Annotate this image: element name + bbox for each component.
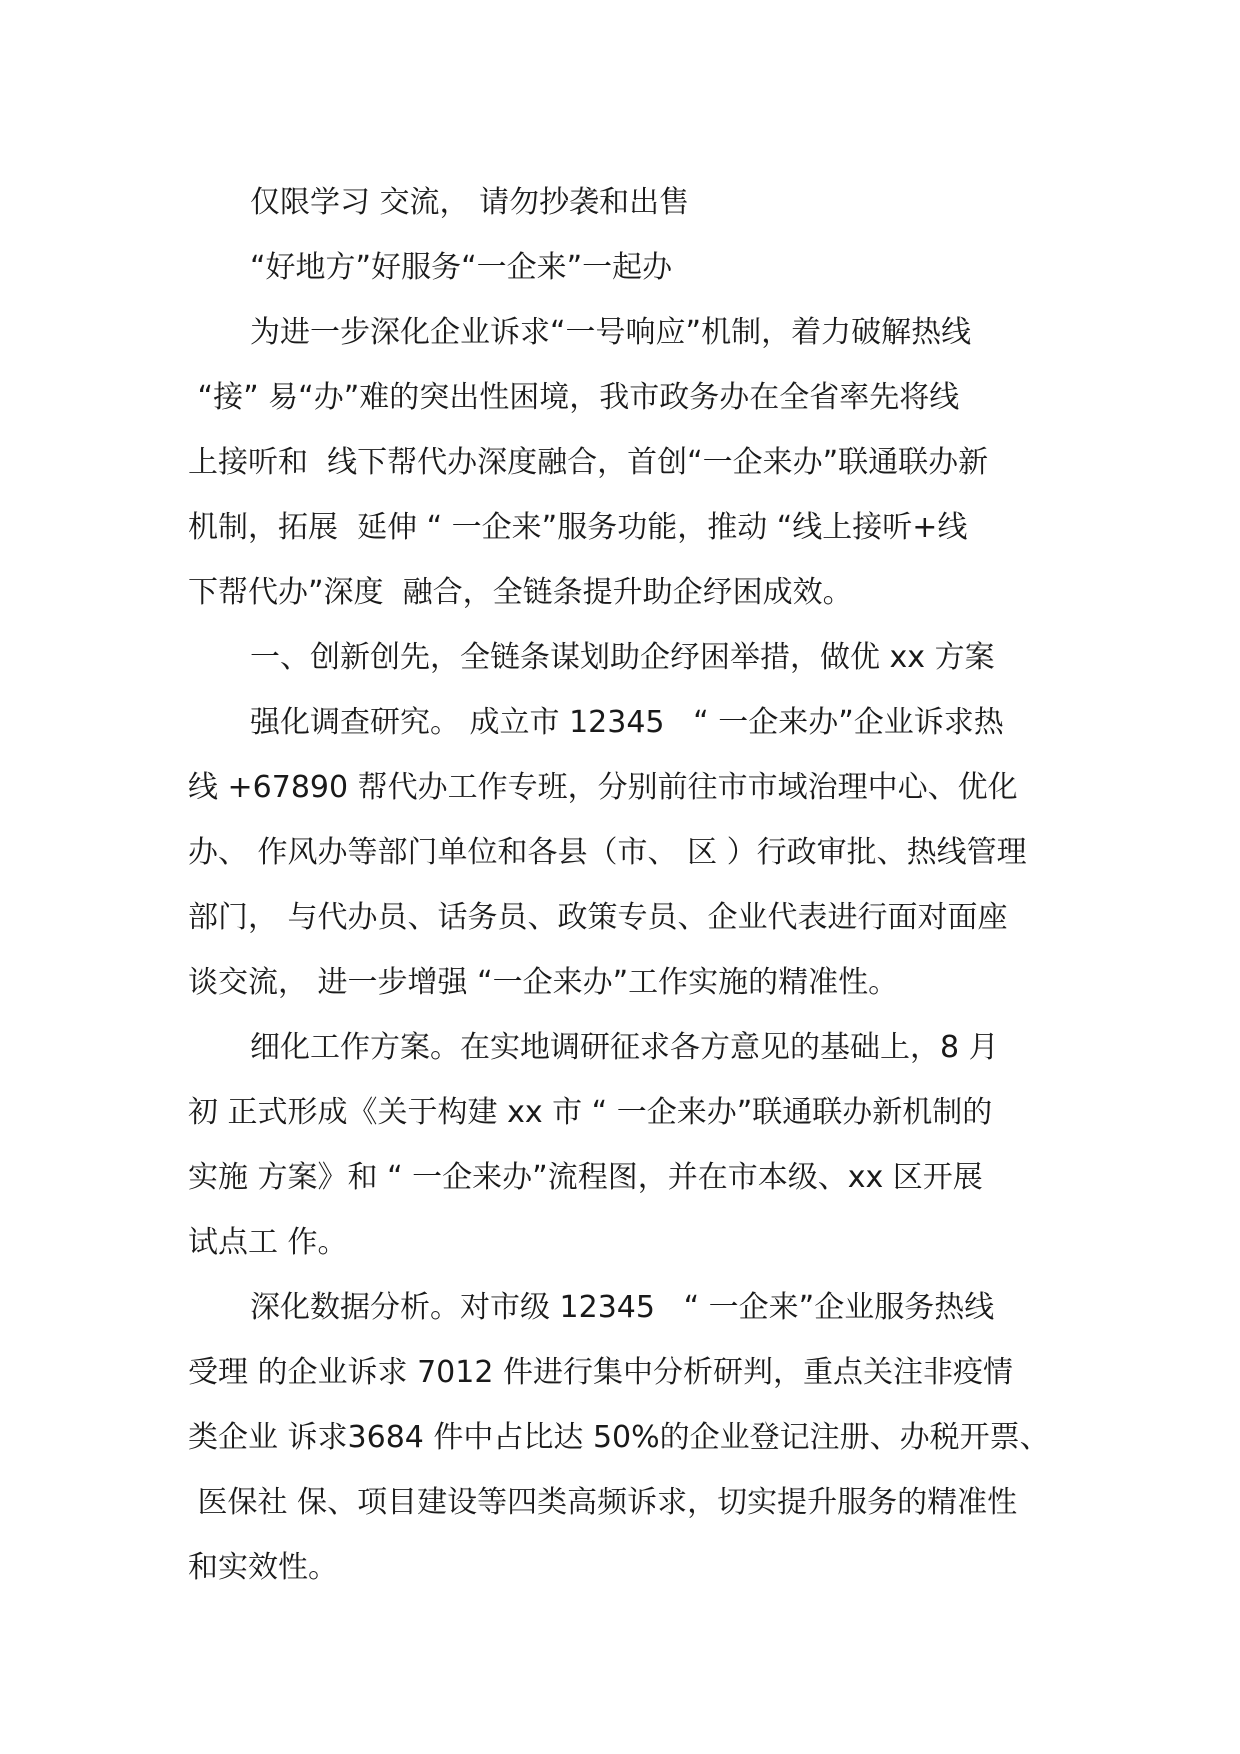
section-heading bbox=[188, 625, 1068, 690]
header-note: 仅限学习 交流， 请勿抄袭和出售 bbox=[250, 185, 690, 220]
paragraph-line: 机制，拓展 延伸 “ 一企来”服务功能，推动 “线上接听+线 bbox=[188, 510, 968, 545]
paragraph-line: 实施 方案》和 “ 一企来办”流程图，并在市本级、xx 区开展 bbox=[188, 1160, 983, 1195]
paragraph-line: 为进一步深化企业诉求“一号响应”机制，着力破解热线 bbox=[250, 315, 972, 350]
paragraph-line: 深化数据分析。对市级 12345 “ 一企来”企业服务热线 bbox=[250, 1290, 995, 1325]
paragraph-line: 和实效性。 bbox=[188, 1550, 338, 1585]
section-heading-line: 一、创新创先，全链条谋划助企纾困举措，做优 xx 方案 bbox=[250, 640, 995, 675]
paragraph-line: 线 +67890 帮代办工作专班，分别前往市市域治理中心、优化 bbox=[188, 770, 1018, 805]
paragraph-analysis bbox=[188, 1275, 1068, 1600]
paragraph-line: 受理 的企业诉求 7012 件进行集中分析研判，重点关注非疫情 bbox=[188, 1355, 1013, 1390]
paragraph-line: 初 正式形成《关于构建 xx 市 “ 一企来办”联通联办新机制的 bbox=[188, 1095, 993, 1130]
paragraph-intro bbox=[188, 300, 1068, 625]
paragraph-line: 试点工 作。 bbox=[188, 1225, 348, 1260]
paragraph-line: 办、 作风办等部门单位和各县（市、 区 ）行政审批、热线管理 bbox=[188, 835, 1027, 870]
document-title: “好地方”好服务“一企来”一起办 bbox=[250, 250, 673, 285]
paragraph-plan bbox=[188, 1015, 1068, 1275]
paragraph-research bbox=[188, 690, 1068, 1015]
paragraph-line: 上接听和 线下帮代办深度融合，首创“一企来办”联通联办新 bbox=[188, 445, 989, 480]
paragraph-line: 强化调查研究。 成立市 12345 “ 一企来办”企业诉求热 bbox=[250, 705, 1004, 740]
document-body bbox=[188, 170, 1068, 1600]
paragraph-line: 谈交流， 进一步增强 “一企来办”工作实施的精准性。 bbox=[188, 965, 899, 1000]
paragraph-line: 医保社 保、项目建设等四类高频诉求，切实提升服务的精准性 bbox=[188, 1485, 1018, 1520]
paragraph-line: 下帮代办”深度 融合，全链条提升助企纾困成效。 bbox=[188, 575, 853, 610]
paragraph-line: “接” 易“办”难的突出性困境，我市政务办在全省率先将线 bbox=[188, 380, 960, 415]
paragraph-line: 细化工作方案。在实地调研征求各方意见的基础上，8 月 bbox=[250, 1030, 999, 1065]
paragraph-line: 部门， 与代办员、话务员、政策专员、企业代表进行面对面座 bbox=[188, 900, 1008, 935]
paragraph-line: 类企业 诉求3684 件中占比达 50%的企业登记注册、办税开票、 bbox=[188, 1420, 1050, 1455]
